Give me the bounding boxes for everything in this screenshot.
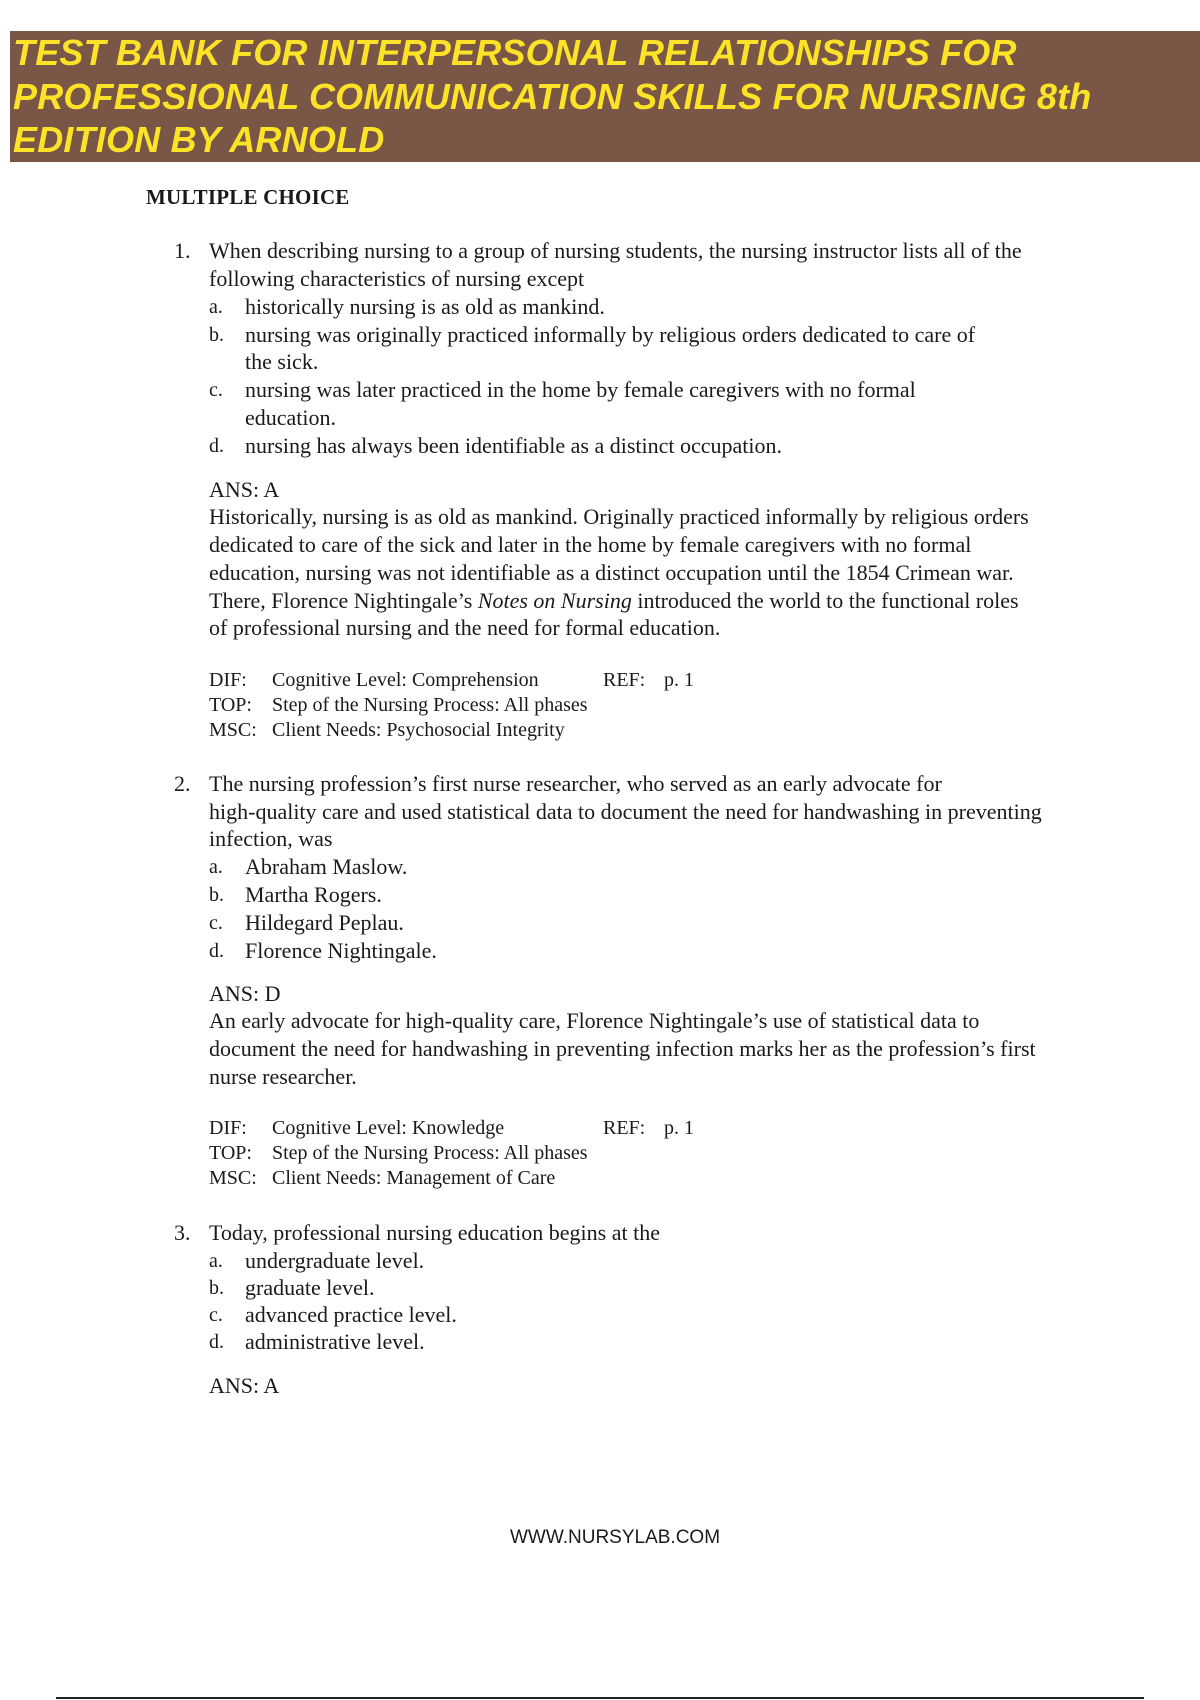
ref-value: p. 1 — [664, 1117, 694, 1139]
question-number: 3. — [174, 1220, 191, 1245]
option-letter: b. — [209, 884, 224, 906]
option-letter: d. — [209, 1331, 224, 1353]
option-letter: c. — [209, 912, 223, 934]
option-text: nursing has always been identifiable as a distinct occupation. — [245, 433, 783, 458]
option-text: administrative level. — [245, 1329, 425, 1354]
option-text: nursing was later practiced in the home by female caregivers with no formal — [245, 377, 916, 402]
msc-value: Client Needs: Psychosocial Integrity — [272, 719, 565, 741]
top-label: TOP: — [209, 694, 252, 716]
dif-label: DIF: — [209, 669, 247, 691]
section-heading: MULTIPLE CHOICE — [146, 185, 350, 209]
option-text: historically nursing is as old as mankind. — [245, 294, 605, 319]
rationale-line: education, nursing was not identifiable as a distinct occupation until the 1854 Crimean war. — [209, 560, 1014, 585]
dif-value: Cognitive Level: Knowledge — [272, 1117, 505, 1139]
footer-divider — [56, 1697, 1144, 1699]
option-text: Abraham Maslow. — [245, 854, 408, 879]
question-stem-line: following characteristics of nursing except — [209, 266, 585, 291]
question-stem-line: infection, was — [209, 826, 333, 851]
option-letter: c. — [209, 379, 223, 401]
question-stem-line: When describing nursing to a group of nursing students, the nursing instructor lists all of the — [209, 238, 1022, 263]
option-text: undergraduate level. — [245, 1248, 425, 1273]
rationale-line: document the need for handwashing in preventing infection marks her as the profession’s first — [209, 1036, 1036, 1061]
top-label: TOP: — [209, 1142, 252, 1164]
option-text: Florence Nightingale. — [245, 938, 437, 963]
question-number: 1. — [174, 238, 191, 263]
option-text: advanced practice level. — [245, 1302, 457, 1327]
answer-key: ANS: A — [209, 477, 280, 502]
answer-key: ANS: A — [209, 1373, 280, 1398]
option-letter: b. — [209, 1277, 224, 1299]
msc-value: Client Needs: Management of Care — [272, 1167, 556, 1189]
option-letter: c. — [209, 1304, 223, 1326]
option-letter: a. — [209, 856, 223, 878]
title-banner — [10, 31, 1200, 162]
msc-label: MSC: — [209, 1167, 257, 1189]
option-letter: d. — [209, 940, 224, 962]
dif-value: Cognitive Level: Comprehension — [272, 669, 539, 691]
rationale-line: An early advocate for high-quality care, Florence Nightingale’s use of statistical data to — [209, 1008, 980, 1033]
option-letter: b. — [209, 324, 224, 346]
footer-url: WWW.NURSYLAB.COM — [509, 1527, 721, 1548]
option-letter: d. — [209, 435, 224, 457]
top-value: Step of the Nursing Process: All phases — [272, 694, 588, 716]
question-number: 2. — [174, 771, 191, 796]
dif-label: DIF: — [209, 1117, 247, 1139]
question-stem-line: Today, professional nursing education begins at the — [209, 1220, 660, 1245]
rationale-line: of professional nursing and the need for formal education. — [209, 615, 721, 640]
option-text: Hildegard Peplau. — [245, 910, 404, 935]
option-text: Martha Rogers. — [245, 882, 382, 907]
question-stem-line: high-quality care and used statistical data to document the need for handwashing in preventing — [209, 799, 1042, 824]
option-text: the sick. — [245, 349, 319, 374]
rationale-text: introduced the world to the functional roles — [631, 588, 1019, 613]
ref-label: REF: — [603, 669, 646, 691]
answer-key: ANS: D — [209, 981, 281, 1006]
rationale-line: dedicated to care of the sick and later in the home by female caregivers with no formal — [209, 532, 972, 557]
ref-label: REF: — [603, 1117, 646, 1139]
option-letter: a. — [209, 296, 223, 318]
title-line-3: EDITION BY ARNOLD — [13, 119, 385, 160]
option-text: nursing was originally practiced informally by religious orders dedicated to care of — [245, 322, 976, 347]
option-text: education. — [245, 405, 337, 430]
title-line-1: TEST BANK FOR INTERPERSONAL RELATIONSHIPS FOR — [13, 32, 1017, 73]
option-text: graduate level. — [245, 1275, 375, 1300]
rationale-line: nurse researcher. — [209, 1064, 357, 1089]
title-line-2: PROFESSIONAL COMMUNICATION SKILLS FOR NURSING 8th — [13, 75, 1092, 117]
rationale-line — [209, 587, 1019, 615]
rationale-line: Historically, nursing is as old as mankind. Originally practiced informally by religious orders — [209, 504, 1029, 529]
top-value: Step of the Nursing Process: All phases — [272, 1142, 588, 1164]
msc-label: MSC: — [209, 719, 257, 741]
book-title: Notes on Nursing — [477, 588, 632, 613]
option-letter: a. — [209, 1250, 223, 1272]
ref-value: p. 1 — [664, 669, 694, 691]
question-stem-line: The nursing profession’s first nurse researcher, who served as an early advocate for — [209, 771, 942, 796]
rationale-text: There, Florence Nightingale’s — [209, 588, 478, 613]
